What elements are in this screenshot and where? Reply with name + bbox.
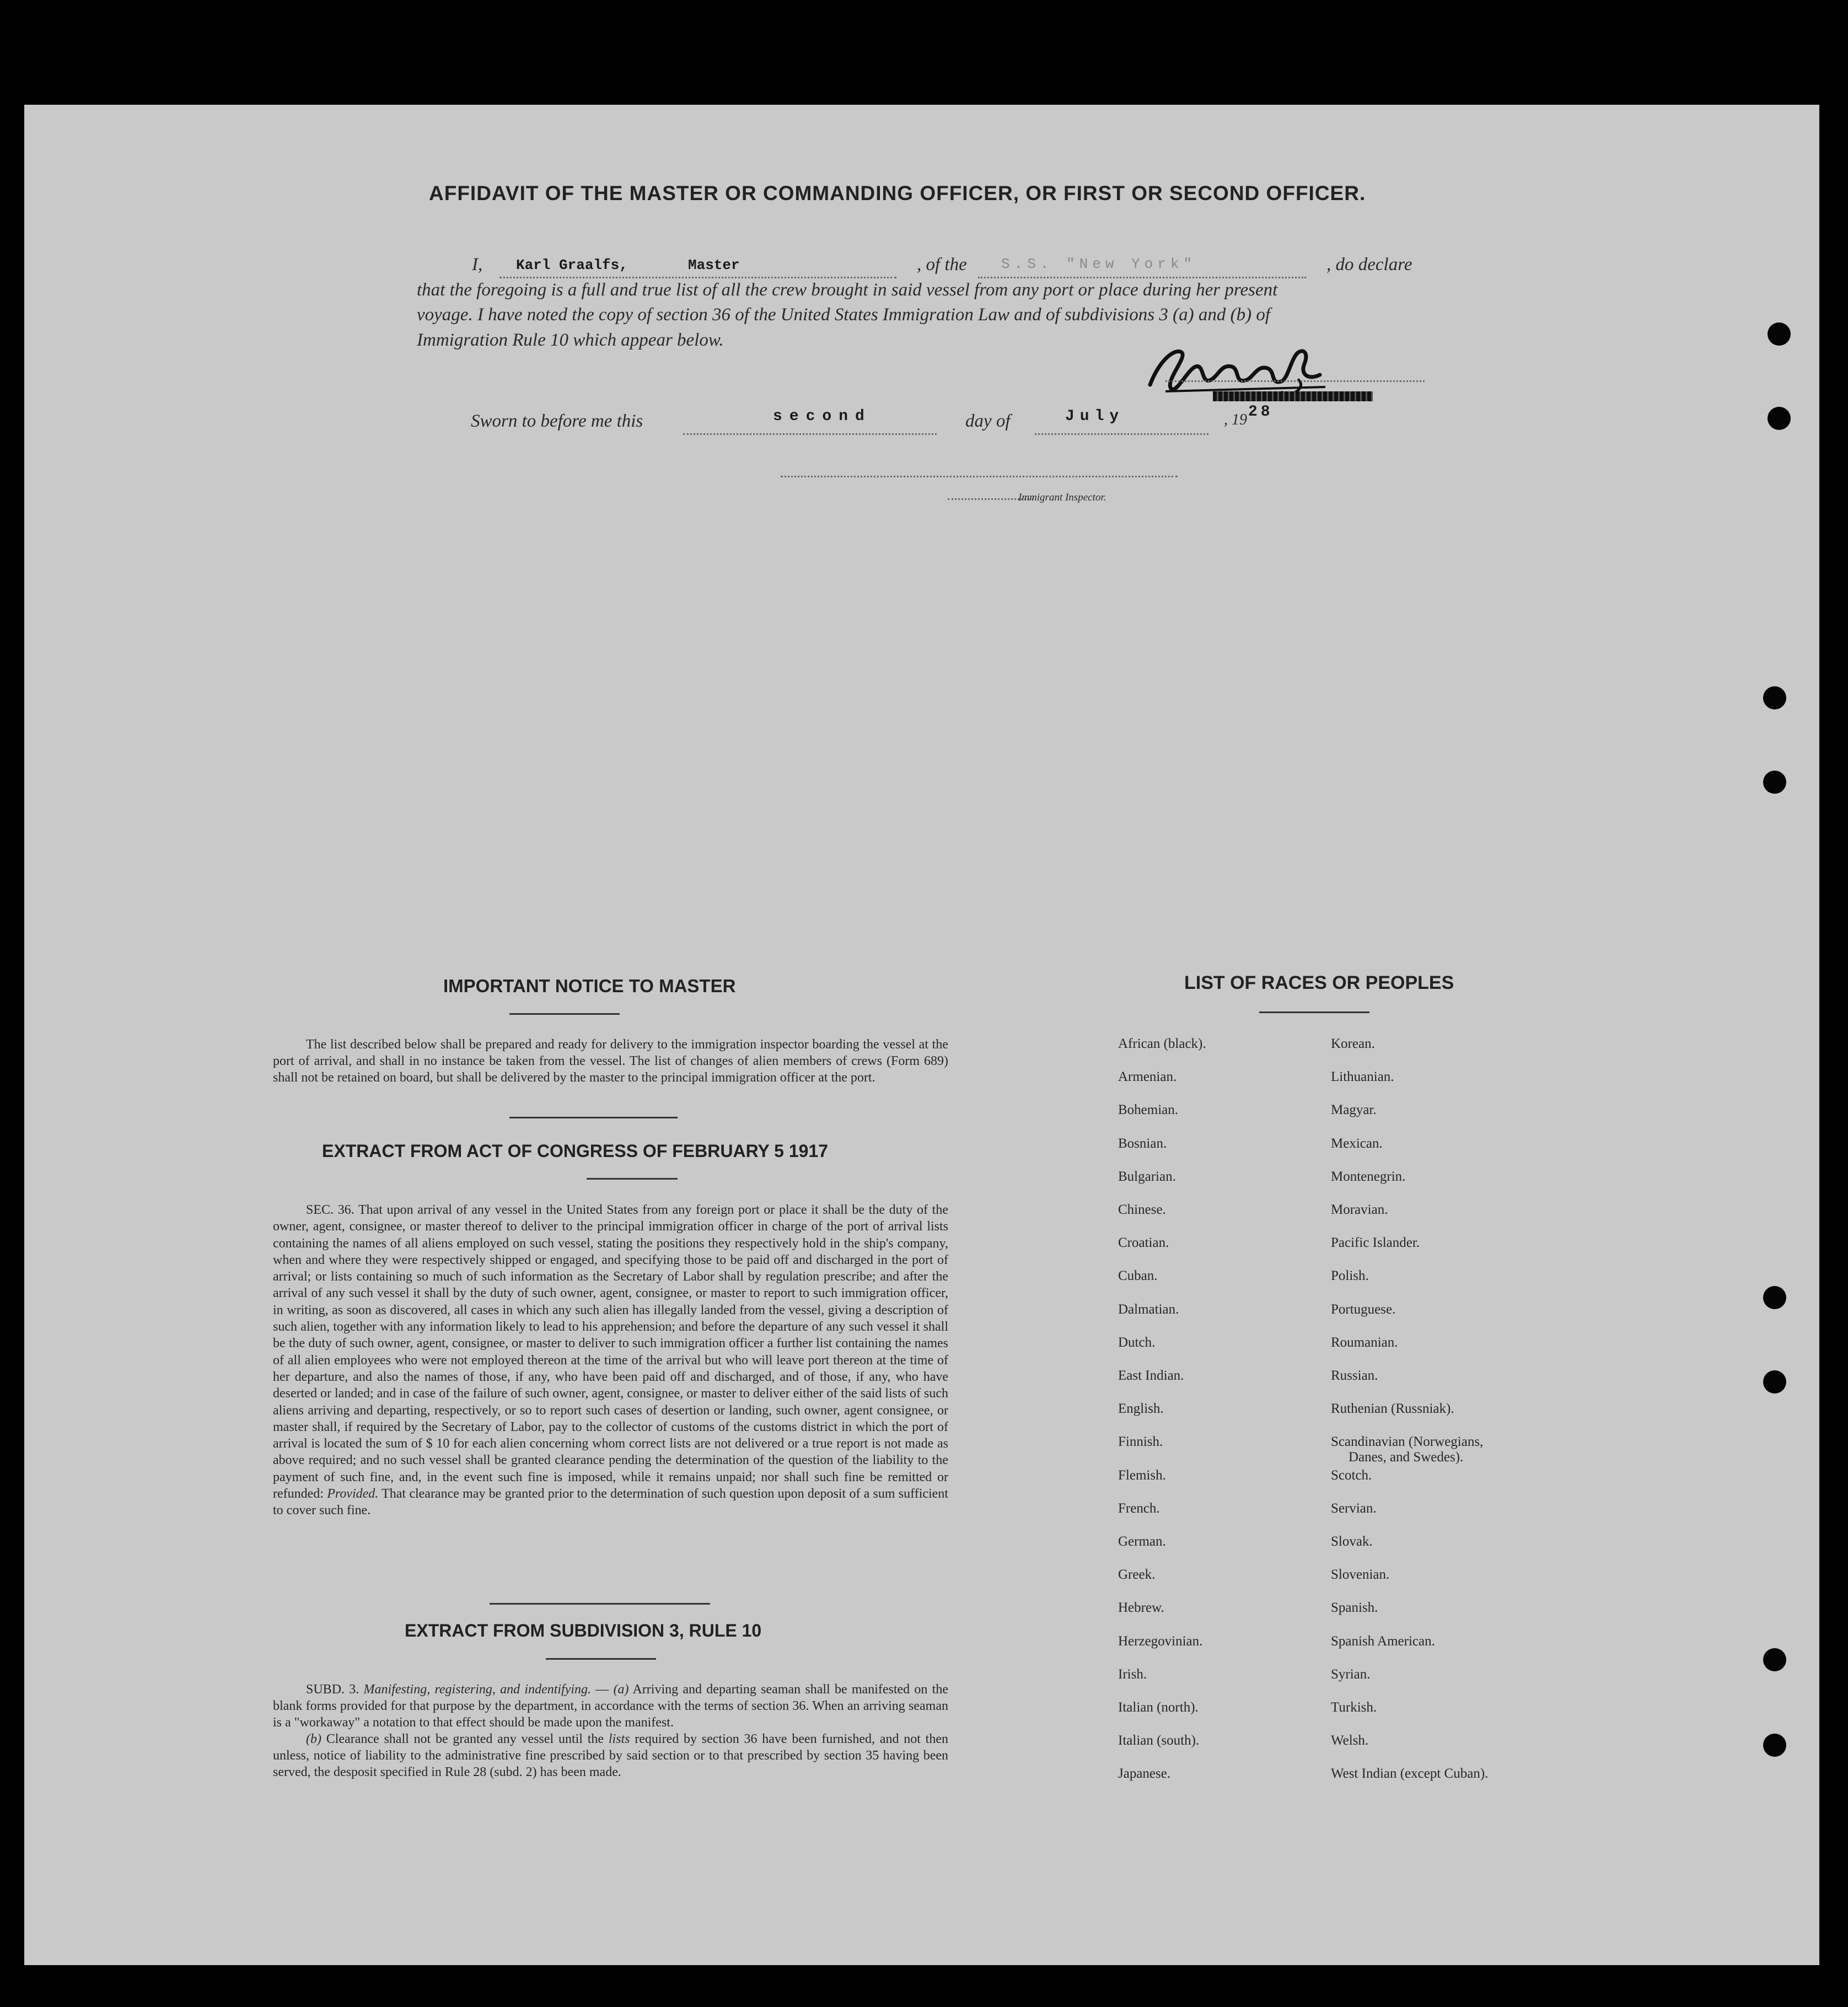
race-item: Irish. — [1118, 1666, 1147, 1682]
notice-title: IMPORTANT NOTICE TO MASTER — [443, 976, 736, 996]
race-item: Polish. — [1331, 1268, 1369, 1284]
affidavit-line4: Immigration Rule 10 which appear below. — [417, 330, 724, 350]
pronoun-i: I, — [472, 255, 483, 275]
race-item: Welsh. — [1331, 1733, 1369, 1748]
race-item: Syrian. — [1331, 1666, 1371, 1682]
provided-word: Provided. — [327, 1487, 379, 1502]
race-item: Spanish American. — [1331, 1633, 1435, 1649]
document-sheet — [24, 105, 1819, 1965]
race-item: Portuguese. — [1331, 1301, 1396, 1317]
race-item: Italian (north). — [1118, 1700, 1199, 1715]
race-item: Italian (south). — [1118, 1733, 1200, 1748]
affidavit-line3: voyage. I have noted the copy of section 36 of the United States Immigration Law and of subdivisions 3 (a) and (b) of — [417, 305, 1271, 325]
act-body: SEC. 36. That upon arrival of any vessel in the United States from any foreign port or place it shall be the duty of the owner, agent, consignee, or master thereof to deliver to the principal immigration officer in charge of the port of arrival lists containing the names of all aliens employed on such vessel, stating the positions they respectively hold in the ship's company, when and where they were respectively shipped or engaged, and specifying those to be paid off and discharged in the port of arrival; or lists containing so much of such information as the Secretary of Labor shall by regulation prescribe; and after the arrival of any such vessel it shall by the duty of such owner, agent, consignee, or master to report to such immigration officer, in writing, as soon as discovered, all cases in which any such alien has illegally landed from the vessel, giving a description of such alien, together with any information likely to lead to his apprehension; and before the departure of any such vessel it shall be the duty of such owner, agent, consignee, or master to deliver to such immigration officer a further list containing the names of all alien employees who were not employed thereon at the time of the arrival but who will leave port thereon at the time of her departure, and also the names of those, if any, who have been paid off and discharged, and of those, if any, who have deserted or landed; and in case of the failure of such owner, agent, consignee, or master to deliver either of the said lists of such aliens arriving and departing, respectively, or so to report such cases of desertion or landing, such owner, agent consignee, or master shall, if required by the Secretary of Labor, pay to the collector of customs of the customs district in which the port of arrival is located the sum of $ 10 for each alien concerning whom correct lists are not delivered or a true report is not made as above required; and no such vessel shall be granted clearance pending the determination of the question of the liability to the payment of such fine, and, in the event such fine is imposed, while it remains unpaid; nor shall such fine be remitted or refunded: Provided. That clearance may be granted prior to the determination of such question upon deposit of a sum sufficient to cover such fine. — [273, 1203, 948, 1518]
race-item: Dutch. — [1118, 1335, 1156, 1350]
race-item: Hebrew. — [1118, 1600, 1164, 1616]
race-item: Scandinavian (Norwegians, — [1331, 1434, 1484, 1450]
rule-body: SUBD. 3. Manifesting, registering, and indentifying. — (a) Arriving and departing seaman shall be manifested on the blank forms provided for that purpose by the department, in accordance with the terms of section 36. When an arriving seaman is a "workaway" a notation to that effect should be made upon the manifest. (b) Clearance shall not be granted any vessel until the lists required by section 36 have been furnished, and not then unless, notice of liability to the administrative fine prescribed by said section or to that prescribed by section 35 having been served, the desposit specified in Rule 28 (subd. 2) has been made. — [273, 1682, 949, 1779]
act-title: EXTRACT FROM ACT OF CONGRESS OF FEBRUARY 5 1917 — [322, 1141, 829, 1161]
race-item: Pacific Islander. — [1331, 1235, 1420, 1251]
race-item: Magyar. — [1331, 1102, 1377, 1118]
race-item: Bulgarian. — [1118, 1169, 1176, 1184]
race-item: Bohemian. — [1118, 1102, 1179, 1118]
binder-hole — [1763, 1370, 1786, 1393]
race-item: Roumanian. — [1331, 1335, 1398, 1350]
race-item: Japanese. — [1118, 1766, 1171, 1782]
do-declare-label: , do declare — [1326, 255, 1412, 275]
affidavit-line2: that the foregoing is a full and true list of all the crew brought in said vessel from any port or place during her present — [417, 280, 1278, 300]
race-item: English. — [1118, 1401, 1164, 1417]
race-item: Moravian. — [1331, 1202, 1388, 1217]
day-of-label: day of — [965, 411, 1011, 431]
binder-hole — [1763, 1286, 1786, 1309]
race-item: West Indian (except Cuban). — [1331, 1766, 1489, 1782]
race-item: Scotch. — [1331, 1467, 1372, 1483]
rule-title: EXTRACT FROM SUBDIVISION 3, RULE 10 — [405, 1621, 762, 1640]
race-item: Montenegrin. — [1331, 1169, 1406, 1184]
sworn-line — [471, 403, 1298, 432]
race-item: Turkish. — [1331, 1700, 1377, 1715]
race-item: French. — [1118, 1500, 1160, 1516]
races-title: LIST OF RACES OR PEOPLES — [1184, 972, 1454, 993]
declarant-rank: Master — [688, 257, 740, 273]
race-item: Lithuanian. — [1331, 1069, 1394, 1085]
race-item: Slovak. — [1331, 1534, 1373, 1549]
of-the-label: , of the — [917, 255, 967, 275]
race-item: German. — [1118, 1534, 1166, 1549]
affidavit-title: AFFIDAVIT OF THE MASTER OR COMMANDING OFFICER, OR FIRST OR SECOND OFFICER. — [429, 182, 1366, 205]
binder-hole — [1763, 686, 1786, 709]
race-item: African (black). — [1118, 1036, 1206, 1051]
race-item: Ruthenian (Russniak). — [1331, 1401, 1454, 1417]
inspector-caption: Immigrant Inspector. — [1018, 492, 1106, 503]
race-item: East Indian. — [1118, 1368, 1184, 1383]
race-item: Chinese. — [1118, 1202, 1166, 1217]
race-item: Korean. — [1331, 1036, 1375, 1051]
binder-hole — [1763, 1648, 1786, 1671]
race-item: Slovenian. — [1331, 1567, 1390, 1583]
race-item: Greek. — [1118, 1567, 1156, 1583]
notice-body: The list described below shall be prepared and ready for delivery to the immigration inspector boarding the vessel at the port of arrival, and shall in no instance be taken from the vessel. The list of changes of alien members of crews (Form 689) shall not be retained on board, but shall be delivered by the master to the principal immigration officer at the port. — [273, 1037, 948, 1085]
struck-title — [1213, 391, 1373, 401]
race-item: Russian. — [1331, 1368, 1378, 1383]
declarant-name: Karl Graalfs, — [516, 257, 628, 273]
race-item: Bosnian. — [1118, 1136, 1167, 1151]
binder-hole — [1768, 407, 1791, 430]
race-item: Dalmatian. — [1118, 1301, 1179, 1317]
race-item: Armenian. — [1118, 1069, 1177, 1085]
sworn-year: 28 — [1248, 403, 1274, 421]
race-item: Servian. — [1331, 1500, 1377, 1516]
race-item: Flemish. — [1118, 1467, 1166, 1483]
race-item: Spanish. — [1331, 1600, 1378, 1616]
affidavit-line1 — [472, 255, 1437, 275]
race-item: Mexican. — [1331, 1136, 1383, 1151]
sworn-label: Sworn to before me this — [471, 411, 643, 431]
race-item: Croatian. — [1118, 1235, 1169, 1251]
race-item: Cuban. — [1118, 1268, 1158, 1284]
binder-hole — [1763, 1734, 1786, 1757]
race-item: Finnish. — [1118, 1434, 1163, 1450]
binder-hole — [1768, 322, 1791, 346]
race-item: Herzegovinian. — [1118, 1633, 1203, 1649]
race-item: Danes, and Swedes). — [1349, 1450, 1464, 1465]
sworn-month: July — [1065, 408, 1125, 425]
sworn-day: second — [773, 408, 872, 425]
vessel-name: S.S. "New York" — [1001, 256, 1197, 272]
binder-hole — [1763, 771, 1786, 794]
year-prefix: , 19 — [1224, 411, 1247, 428]
